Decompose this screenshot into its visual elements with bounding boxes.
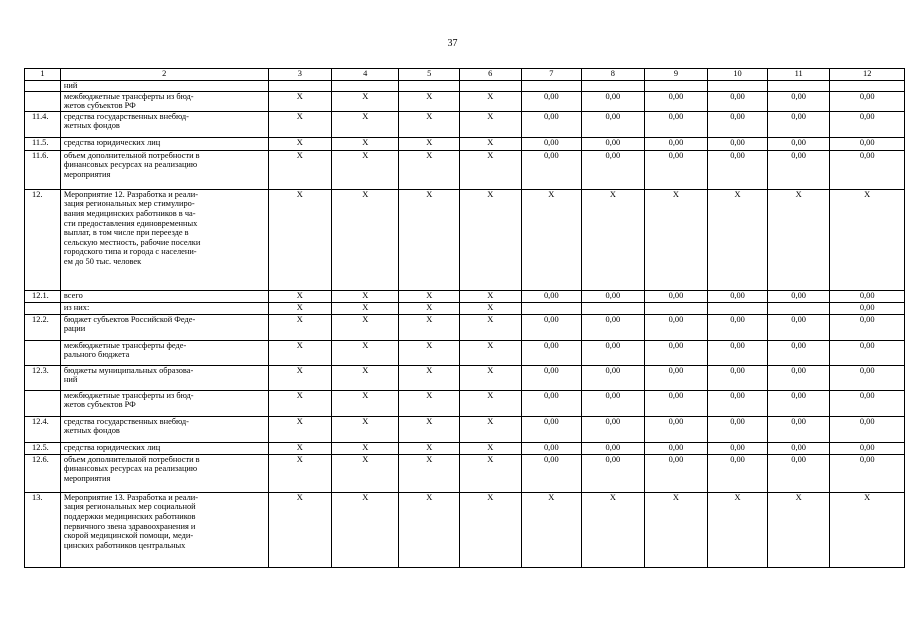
column-header: 12: [830, 69, 905, 81]
value-cell: 0,00: [582, 314, 645, 340]
value-cell: 0,00: [644, 314, 708, 340]
value-cell: [399, 81, 460, 92]
value-cell: X: [332, 416, 399, 442]
row-name-line: жетных фондов: [63, 426, 120, 436]
value-cell: 0,00: [767, 137, 830, 150]
column-header: 11: [767, 69, 830, 81]
row-name-line: мероприятия: [63, 473, 111, 483]
row-name-line: первичного звена здравоохранения и: [63, 521, 196, 531]
row-name: [60, 111, 268, 137]
value-cell: X: [268, 340, 331, 365]
value-cell: X: [460, 340, 522, 365]
value-cell: X: [268, 492, 331, 567]
row-name-line: финансовых ресурсах на реализацию: [63, 160, 198, 170]
value-cell: X: [332, 137, 399, 150]
value-cell: X: [644, 189, 708, 290]
row-name-line: жетных фондов: [63, 121, 120, 131]
value-cell: X: [332, 189, 399, 290]
row-number: [25, 302, 61, 314]
value-cell: 0,00: [708, 314, 768, 340]
row-name: [60, 91, 268, 111]
header-row: [25, 69, 905, 81]
value-cell: X: [332, 390, 399, 416]
value-cell: X: [767, 492, 830, 567]
value-cell: [582, 302, 645, 314]
row-name-line: городского типа и города с населени-: [63, 247, 197, 257]
value-cell: [767, 302, 830, 314]
page-number: 37: [447, 38, 458, 49]
value-cell: X: [830, 189, 905, 290]
value-cell: X: [830, 492, 905, 567]
value-cell: 0,00: [521, 111, 582, 137]
value-cell: X: [460, 416, 522, 442]
value-cell: 0,00: [582, 137, 645, 150]
table-row: [25, 340, 905, 365]
value-cell: [332, 81, 399, 92]
value-cell: X: [460, 150, 522, 189]
table-row: [25, 290, 905, 302]
row-name: [60, 390, 268, 416]
value-cell: X: [332, 111, 399, 137]
value-cell: 0,00: [521, 454, 582, 492]
row-name-line: Мероприятие 12. Разработка и реали-: [63, 189, 199, 199]
value-cell: X: [460, 314, 522, 340]
value-cell: X: [332, 340, 399, 365]
value-cell: 0,00: [767, 454, 830, 492]
table-row: [25, 302, 905, 314]
value-cell: 0,00: [644, 442, 708, 454]
value-cell: 0,00: [521, 416, 582, 442]
value-cell: 0,00: [767, 111, 830, 137]
value-cell: 0,00: [767, 365, 830, 390]
value-cell: 0,00: [521, 365, 582, 390]
value-cell: X: [399, 137, 460, 150]
value-cell: X: [399, 454, 460, 492]
value-cell: 0,00: [767, 150, 830, 189]
value-cell: 0,00: [582, 290, 645, 302]
row-name-line: межбюджетные трансферты феде-: [63, 340, 187, 350]
column-header: 6: [460, 69, 522, 81]
value-cell: X: [460, 442, 522, 454]
value-cell: [708, 81, 768, 92]
row-name: [60, 81, 268, 92]
value-cell: X: [460, 302, 522, 314]
value-cell: X: [399, 189, 460, 290]
value-cell: X: [460, 492, 522, 567]
value-cell: 0,00: [708, 416, 768, 442]
value-cell: 0,00: [767, 314, 830, 340]
row-name: [60, 314, 268, 340]
table-row: [25, 492, 905, 567]
value-cell: 0,00: [708, 442, 768, 454]
column-header: 3: [268, 69, 331, 81]
row-name-line: зация региональных мер стимулиро-: [63, 199, 195, 209]
value-cell: 0,00: [521, 91, 582, 111]
row-number: [25, 340, 61, 365]
table-row: [25, 137, 905, 150]
row-name-line: объем дополнительной потребности в: [63, 150, 200, 160]
value-cell: [582, 81, 645, 92]
row-name-line: финансовых ресурсах на реализацию: [63, 464, 198, 474]
row-name-line: мероприятия: [63, 169, 111, 179]
value-cell: [521, 81, 582, 92]
table-row: [25, 442, 905, 454]
value-cell: 0,00: [644, 91, 708, 111]
row-name-line: сти предоставления единовременных: [63, 218, 198, 228]
table-row: [25, 91, 905, 111]
table-row: [25, 150, 905, 189]
row-name-line: зация региональных мер социальной: [63, 502, 196, 512]
financing-table: [24, 68, 905, 568]
value-cell: X: [460, 111, 522, 137]
row-name: [60, 454, 268, 492]
value-cell: X: [332, 492, 399, 567]
row-name-line: межбюджетные трансферты из бюд-: [63, 390, 194, 400]
row-number: 12.3.: [25, 365, 61, 390]
table-row: [25, 111, 905, 137]
row-name-line: средства юридических лиц: [63, 442, 161, 452]
value-cell: X: [268, 454, 331, 492]
value-cell: X: [399, 492, 460, 567]
row-number: [25, 91, 61, 111]
value-cell: 0,00: [830, 290, 905, 302]
value-cell: 0,00: [582, 91, 645, 111]
row-name-line: бюджеты муниципальных образова-: [63, 365, 194, 375]
value-cell: 0,00: [830, 442, 905, 454]
value-cell: 0,00: [521, 442, 582, 454]
value-cell: X: [399, 416, 460, 442]
row-name-line: жетов субъектов РФ: [63, 101, 136, 111]
value-cell: X: [460, 290, 522, 302]
value-cell: 0,00: [582, 416, 645, 442]
row-name: [60, 365, 268, 390]
row-name-line: межбюджетные трансферты из бюд-: [63, 91, 194, 101]
row-name-line: рального бюджета: [63, 350, 130, 360]
value-cell: X: [268, 111, 331, 137]
value-cell: X: [268, 365, 331, 390]
value-cell: 0,00: [830, 390, 905, 416]
value-cell: X: [268, 290, 331, 302]
table-row: [25, 314, 905, 340]
value-cell: [644, 81, 708, 92]
value-cell: X: [268, 302, 331, 314]
value-cell: 0,00: [521, 137, 582, 150]
value-cell: X: [399, 111, 460, 137]
value-cell: 0,00: [767, 91, 830, 111]
row-name-line: ний: [63, 375, 78, 385]
value-cell: 0,00: [830, 314, 905, 340]
value-cell: X: [767, 189, 830, 290]
value-cell: 0,00: [644, 111, 708, 137]
row-name-line: поддержки медицинских работников: [63, 511, 196, 521]
value-cell: X: [460, 189, 522, 290]
value-cell: 0,00: [767, 290, 830, 302]
value-cell: 0,00: [644, 390, 708, 416]
value-cell: 0,00: [767, 340, 830, 365]
value-cell: 0,00: [582, 111, 645, 137]
row-number: [25, 81, 61, 92]
value-cell: 0,00: [830, 111, 905, 137]
value-cell: 0,00: [708, 290, 768, 302]
value-cell: X: [332, 442, 399, 454]
value-cell: 0,00: [644, 290, 708, 302]
value-cell: X: [332, 290, 399, 302]
value-cell: 0,00: [582, 340, 645, 365]
value-cell: X: [268, 150, 331, 189]
value-cell: 0,00: [644, 137, 708, 150]
row-name-line: жетов субъектов РФ: [63, 400, 136, 410]
value-cell: 0,00: [830, 91, 905, 111]
row-number: 12.6.: [25, 454, 61, 492]
row-name: [60, 150, 268, 189]
value-cell: X: [460, 137, 522, 150]
value-cell: 0,00: [708, 390, 768, 416]
value-cell: 0,00: [708, 150, 768, 189]
row-number: [25, 390, 61, 416]
value-cell: 0,00: [582, 442, 645, 454]
value-cell: 0,00: [708, 111, 768, 137]
row-name: [60, 137, 268, 150]
row-name-line: ем до 50 тыс. человек: [63, 256, 142, 266]
value-cell: 0,00: [521, 290, 582, 302]
row-number: 12.: [25, 189, 61, 290]
value-cell: 0,00: [582, 454, 645, 492]
value-cell: X: [268, 137, 331, 150]
value-cell: X: [399, 150, 460, 189]
value-cell: X: [268, 390, 331, 416]
value-cell: X: [708, 492, 768, 567]
value-cell: X: [460, 91, 522, 111]
value-cell: X: [582, 189, 645, 290]
value-cell: [644, 302, 708, 314]
row-number: 11.5.: [25, 137, 61, 150]
value-cell: 0,00: [830, 137, 905, 150]
row-number: 12.4.: [25, 416, 61, 442]
row-name-line: средства государственных внебюд-: [63, 416, 189, 426]
value-cell: X: [460, 390, 522, 416]
row-name: [60, 290, 268, 302]
row-name-line: скорой медицинской помощи, меди-: [63, 531, 194, 541]
row-name-line: цинских работников центральных: [63, 540, 186, 550]
value-cell: X: [399, 390, 460, 416]
value-cell: [830, 81, 905, 92]
value-cell: X: [708, 189, 768, 290]
value-cell: 0,00: [521, 150, 582, 189]
value-cell: 0,00: [830, 416, 905, 442]
value-cell: 0,00: [521, 314, 582, 340]
row-name: [60, 442, 268, 454]
row-name: [60, 302, 268, 314]
row-name: [60, 340, 268, 365]
value-cell: 0,00: [708, 454, 768, 492]
row-name-line: ний: [63, 81, 78, 90]
value-cell: 0,00: [644, 365, 708, 390]
table-row: [25, 416, 905, 442]
column-header: 9: [644, 69, 708, 81]
value-cell: 0,00: [644, 454, 708, 492]
value-cell: 0,00: [582, 390, 645, 416]
value-cell: X: [268, 91, 331, 111]
value-cell: 0,00: [830, 454, 905, 492]
column-header: 8: [582, 69, 645, 81]
column-header: 5: [399, 69, 460, 81]
value-cell: X: [332, 314, 399, 340]
row-name-line: Мероприятие 13. Разработка и реали-: [63, 492, 199, 502]
value-cell: X: [332, 302, 399, 314]
row-number: 13.: [25, 492, 61, 567]
value-cell: X: [460, 454, 522, 492]
row-name-line: сельскую местность, рабочие поселки: [63, 237, 201, 247]
value-cell: 0,00: [830, 365, 905, 390]
row-name: [60, 189, 268, 290]
value-cell: 0,00: [767, 442, 830, 454]
value-cell: X: [644, 492, 708, 567]
value-cell: X: [521, 189, 582, 290]
value-cell: 0,00: [708, 137, 768, 150]
value-cell: 0,00: [708, 91, 768, 111]
row-name-line: объем дополнительной потребности в: [63, 454, 200, 464]
row-number: 11.6.: [25, 150, 61, 189]
row-name: [60, 416, 268, 442]
value-cell: X: [332, 91, 399, 111]
table-row: [25, 365, 905, 390]
value-cell: 0,00: [767, 416, 830, 442]
value-cell: X: [399, 340, 460, 365]
table-row: [25, 454, 905, 492]
value-cell: 0,00: [708, 365, 768, 390]
value-cell: X: [268, 189, 331, 290]
value-cell: [708, 302, 768, 314]
value-cell: 0,00: [830, 340, 905, 365]
value-cell: X: [521, 492, 582, 567]
value-cell: X: [332, 454, 399, 492]
value-cell: X: [399, 442, 460, 454]
value-cell: X: [460, 365, 522, 390]
table-row: [25, 390, 905, 416]
value-cell: 0,00: [708, 340, 768, 365]
value-cell: [268, 81, 331, 92]
column-header: 1: [25, 69, 61, 81]
row-number: 11.4.: [25, 111, 61, 137]
column-header: 2: [60, 69, 268, 81]
value-cell: [521, 302, 582, 314]
row-name: [60, 492, 268, 567]
table-row: [25, 81, 905, 92]
value-cell: X: [582, 492, 645, 567]
value-cell: X: [268, 416, 331, 442]
value-cell: 0,00: [830, 302, 905, 314]
value-cell: 0,00: [582, 150, 645, 189]
row-name-line: средства государственных внебюд-: [63, 111, 189, 121]
column-header: 10: [708, 69, 768, 81]
row-name-line: средства юридических лиц: [63, 137, 161, 147]
row-name-line: всего: [63, 290, 83, 300]
row-name-line: рации: [63, 324, 86, 334]
value-cell: [767, 81, 830, 92]
table-row: [25, 189, 905, 290]
column-header: 7: [521, 69, 582, 81]
row-name-line: из них:: [63, 302, 90, 312]
value-cell: 0,00: [767, 390, 830, 416]
value-cell: 0,00: [521, 340, 582, 365]
value-cell: 0,00: [830, 150, 905, 189]
value-cell: 0,00: [644, 150, 708, 189]
value-cell: X: [399, 365, 460, 390]
row-number: 12.5.: [25, 442, 61, 454]
row-name-line: вания медицинских работников в ча-: [63, 208, 196, 218]
value-cell: X: [399, 302, 460, 314]
value-cell: X: [268, 442, 331, 454]
value-cell: 0,00: [521, 390, 582, 416]
value-cell: X: [332, 365, 399, 390]
value-cell: X: [268, 314, 331, 340]
value-cell: [460, 81, 522, 92]
value-cell: X: [399, 91, 460, 111]
row-number: 12.1.: [25, 290, 61, 302]
row-number: 12.2.: [25, 314, 61, 340]
value-cell: X: [399, 314, 460, 340]
value-cell: X: [399, 290, 460, 302]
value-cell: 0,00: [644, 340, 708, 365]
row-name-line: бюджет субъектов Российской Феде-: [63, 314, 196, 324]
value-cell: 0,00: [644, 416, 708, 442]
column-header: 4: [332, 69, 399, 81]
value-cell: X: [332, 150, 399, 189]
row-name-line: выплат, в том числе при переезде в: [63, 228, 189, 238]
value-cell: 0,00: [582, 365, 645, 390]
